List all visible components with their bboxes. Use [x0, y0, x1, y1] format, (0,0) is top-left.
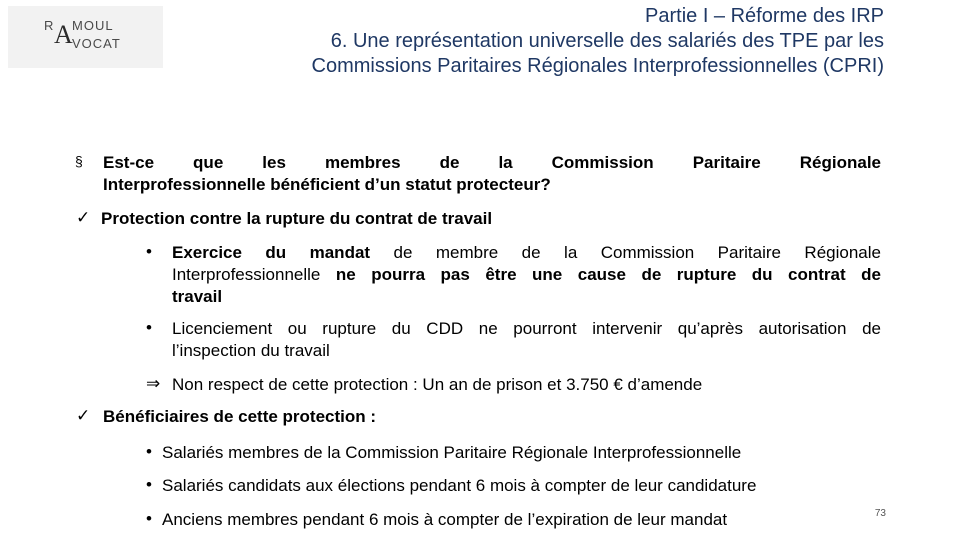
bullet1-rest: de membre de la Commission Paritaire Régionale — [370, 243, 881, 262]
bullet1-line-1 — [172, 242, 881, 264]
title-line-1: Partie I – Réforme des IRP — [645, 5, 884, 27]
bullet1-line-3 — [172, 286, 881, 308]
section1-bullet-2 — [172, 318, 881, 362]
check-icon: ✓ — [76, 406, 91, 425]
bullet1-line2-bold: ne pourra pas être une cause de rupture du contrat de — [335, 265, 881, 284]
title-line-3: Commissions Paritaires Régionales Interprofessionnelles (CPRI) — [311, 55, 884, 77]
logo — [8, 6, 163, 68]
logo-text-moul: MOUL — [72, 18, 114, 33]
section2-bullet-2: Salariés candidats aux élections pendant 6 mois à compter de leur candidature — [162, 476, 757, 495]
logo-text-r: R — [44, 18, 55, 33]
bullet1-line3-bold: travail — [172, 287, 223, 306]
implies-arrow-icon: ⇒ — [146, 374, 161, 393]
bullet-icon: • — [146, 442, 152, 461]
section2-bullet-1: Salariés membres de la Commission Paritaire Régionale Interprofessionnelle — [162, 443, 742, 462]
question-line-2: Interprofessionnelle bénéficient d’un statut protecteur? — [103, 175, 551, 194]
consequence-text: Non respect de cette protection : Un an de prison et 3.750 € d’amende — [172, 375, 703, 394]
question-text — [103, 152, 881, 196]
bullet1-line-2 — [172, 264, 881, 286]
logo-text-vocat: VOCAT — [72, 36, 121, 51]
slide-title — [312, 4, 884, 79]
bullet-icon: • — [146, 509, 152, 528]
section1-heading: Protection contre la rupture du contrat de travail — [101, 209, 493, 228]
page-number: 73 — [874, 508, 886, 519]
section2-bullet-3: Anciens membres pendant 6 mois à compter de l’expiration de leur mandat — [162, 510, 728, 529]
bullet2-line-1: Licenciement ou rupture du CDD ne pourront intervenir qu’après autorisation de — [172, 319, 881, 338]
section-marker: § — [75, 153, 83, 169]
title-line-2: 6. Une représentation universelle des salariés des TPE par les — [330, 30, 884, 52]
bullet-icon: • — [146, 242, 152, 261]
logo-text-a: A — [54, 20, 73, 49]
section2-heading: Bénéficiaires de cette protection : — [103, 407, 377, 426]
bullet2-line-2: l’inspection du travail — [172, 341, 330, 360]
bullet-icon: • — [146, 318, 152, 337]
section1-bullet-1 — [172, 242, 881, 308]
bullet-icon: • — [146, 475, 152, 494]
bullet1-bold-start: Exercice du mandat — [172, 243, 371, 262]
question-line-1: Est-ce que les membres de la Commission Paritaire Régionale — [103, 153, 881, 172]
bullet1-line2-normal: Interprofessionnelle — [172, 265, 336, 284]
check-icon: ✓ — [76, 208, 91, 227]
